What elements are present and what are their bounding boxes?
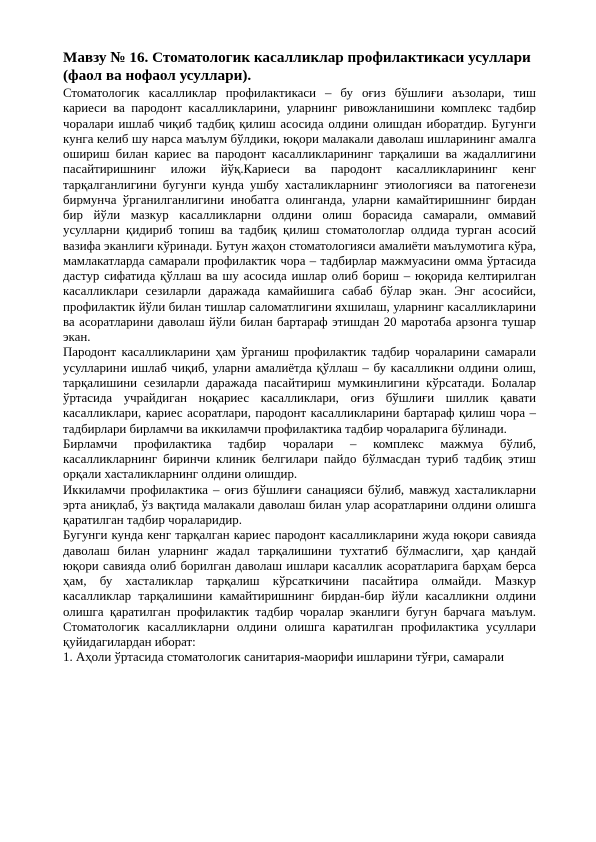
paragraph-secondary-prevention: Иккиламчи профилактика – оғиз бўшлиғи санацияси бўлиб, мавжуд хасталикларни эрта аниқлаб, ўз вақтида малакали даволаш билан улар асоратларини олдини олишга қаратилган тадбир чораларидир. [63,482,536,527]
paragraph-intro: Стоматологик касалликлар профилактикаси – бу оғиз бўшлиғи аъзолари, тиш кариеси ва пародонт касалликларини, уларнинг ривожланишини комплекс тадбир чоралари ишлаб чиқиб тадбиқ қилиш асосида олдини олишдан иборатдир. Бугунги кунга келиб шу нарса маълум бўлдики, юқори малакали даволаш ишларининг амалга ошириш билан кариес ва пародонт касалликларининг тарқалиши ва жадаллигини пасайтиришнинг иложи йўқ.Кариеси ва пародонт касалликларининг кенг тарқалганлигини бугунги кунда ушбу хасталикларнинг этиологияси ва патогенези бирмунча ўрганилганлигини инобатга олинганда, уларни камайтиришнинг бирдан бир йўли мазкур касалликларни олдини олиш борасида самарали, оммавий усулларни қидириб топиш ва тадбиқ қилиш стоматологлар олдида турган асосий вазифа эканлиги кўринади. Бутун жаҳон стоматологияси амалиёти маълумотига кўра, мамлакатларда самарали профилактик чора – тадбирлар мажмуасини омма ўртасида дастур сифатида қўллаш ва шу асосида ишлар олиб бориш – юқорида келтирилган касалликлари сезиларли даражада камайишига сабаб бўлар экан. Энг асосийси, профилактик йўли билан тишлар саломатлигини яхшилаш, уларнинг касалликларини ва асоратларини даволаш йўли билан бартараф этишдан 20 маротаба арзонга тушар экан. [63,86,536,344]
paragraph-periodontal: Пародонт касалликларини ҳам ўрганиш профилактик тадбир чораларини самарали усулларини ишлаб чиқиб, уларни амалиётда қўллаш – бу касалликни олдини олиш, тарқалишини сезиларли даражада пасайтириш мумкинлигини кўрсатади. Болалар ўртасида учрайдиган ноқариес касалликлари, оғиз бўшлиғи шиллик қавати касалликлари, кариес асоратлари, пародонт касалликларини бартараф қилиш чора – тадбирлари бирламчи ва иккиламчи профилактика тадбир чораларига бўлинади. [63,345,536,436]
paragraph-primary-prevention: Бирламчи профилактика тадбир чоралари – комплекс мажмуа бўлиб, касалликларнинг биринчи клиник белгилари пайдо бўлмасдан туриб тадбиқ этиш орқали хасталикларнинг олдини олишдир. [63,436,536,482]
document-title: Мавзу № 16. Стоматологик касалликлар профилактикаси усуллари [63,49,531,66]
paragraph-list-item-1: 1. Аҳоли ўртасида стоматологик санитария-маорифи ишларини тўғри, самарали [63,650,504,665]
document-subtitle: (фаол ва нофаол усуллари). [63,67,252,84]
paragraph-methods: Бугунги кунда кенг тарқалган кариес пародонт касалликларини жуда юқори савияда даволаш билан уларнинг жадал тарқалишини тухтатиб бўлмаслиги, ҳар қандай юқори савияда олиб борилган даволаш ишлари касаллик асоратларига барҳам берса ҳам, бу хасталиклар тарқалиш кўрсаткичини пасайтира олмайди. Мазкур касалликлар тарқалишини камайтиришнинг бирдан-бир йўли касалликни олдини олишга қаратилган профилактик тадбир чоралар эканлиги бугун барчага маълум. Стоматологик касалликларни олдини олишга каратилган профилактика усуллари қуйидагилардан иборат: [63,528,536,649]
document-page [63,49,536,666]
